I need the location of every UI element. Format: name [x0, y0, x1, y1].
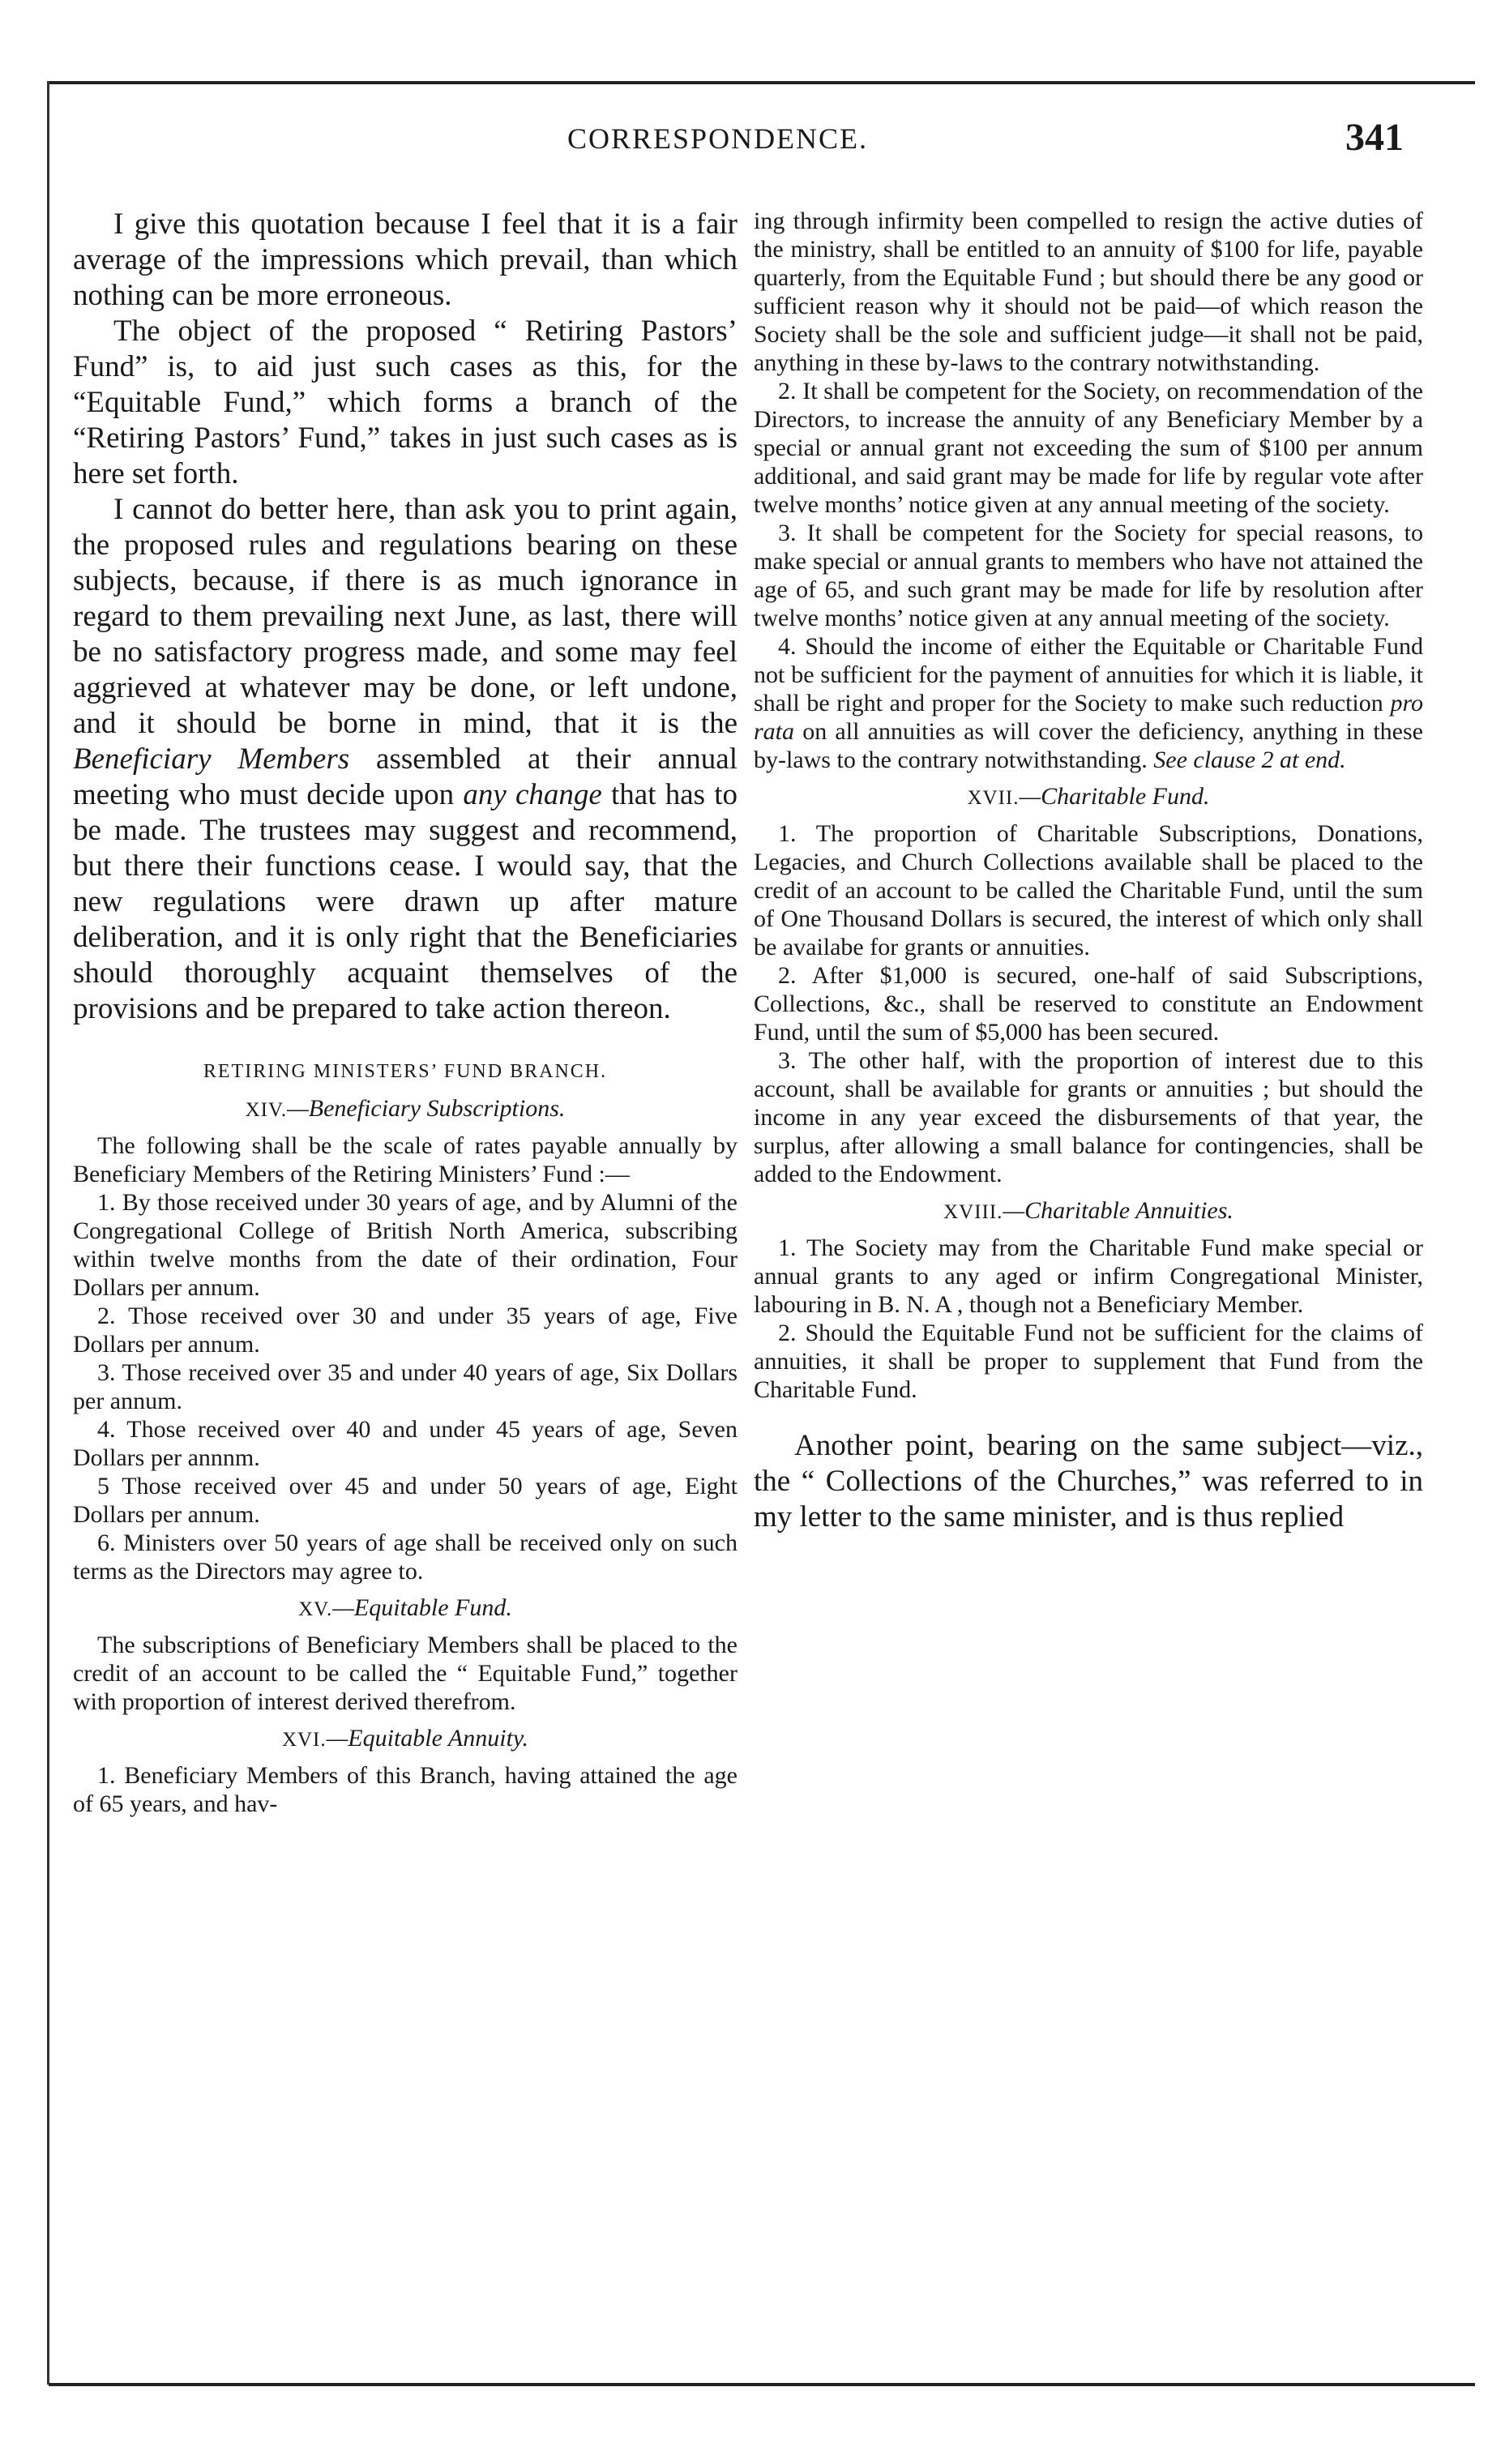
section-heading-xvii: [754, 782, 1423, 813]
text-run: on all annuities as will cover the deficiency, anything in these by-laws to the contrary notwithstanding.: [754, 718, 1423, 773]
paragraph: The object of the proposed “ Retiring Pastors’ Fund” is, to aid just such cases as this, for the “Equitable Fund,” which forms a branch of the “Retiring Pastors’ Fund,” takes in just such cases as is here set forth.: [73, 314, 738, 490]
body-text-small: [754, 207, 1423, 1404]
section-number: XVIII.: [943, 1201, 1003, 1223]
running-head: CORRESPONDENCE.: [567, 122, 869, 155]
left-margin-rule: [47, 81, 49, 2385]
top-rule: [49, 81, 1475, 84]
text-run: assembled at their annual meeting who must decide upon: [73, 742, 738, 811]
section-number: XVII.: [967, 787, 1020, 809]
section-title: —Charitable Fund.: [1019, 783, 1210, 810]
body-text-small: [73, 1058, 738, 1818]
section-heading-xv: [73, 1593, 738, 1624]
paragraph: 2. Those received over 30 and under 35 years of age, Five Dollars per annum.: [73, 1303, 738, 1358]
paragraph: 2. It shall be competent for the Society, on recommendation of the Directors, to increase the annuity of any Beneficiary Member by a special or annual grant not exceeding the sum of $100 per annum additional, and said grant may be made for life by regular vote after twelve months’ notice given at any annual meeting of the society.: [754, 378, 1423, 518]
page-number: 341: [1345, 116, 1404, 159]
paragraph: I give this quotation because I feel that it is a fair average of the impressions which prevail, than which nothing can be more erroneous.: [73, 207, 738, 312]
paragraph: 3. Those received over 35 and under 40 years of age, Six Dollars per annum.: [73, 1359, 738, 1414]
paragraph: 4. Those received over 40 and under 45 years of age, Seven Dollars per annnm.: [73, 1416, 738, 1471]
paragraph: 1. The proportion of Charitable Subscriptions, Donations, Legacies, and Church Collections available shall be placed to the credit of an account to be called the Charitable Fund, until the sum of One Thousand Dollars is secured, the interest of which only shall be availabe for grants or annuities.: [754, 820, 1423, 960]
section-heading-xiv: [73, 1094, 738, 1125]
paragraph: ing through infirmity been compelled to resign the active duties of the ministry, shall be entitled to an annuity of $100 for life, payable quarterly, from the Equitable Fund ; but should there be any good or sufficient reason why it should not be paid—of which reason the Society shall be the sole and sufficient judge—it shall not be paid, anything in these by-laws to the contrary notwithstanding.: [754, 207, 1423, 376]
section-title: —Equitable Annuity.: [326, 1725, 529, 1752]
paragraph: Another point, bearing on the same subject—viz., the “ Collections of the Churches,” was referred to in my letter to the same minister, and is thus replied: [754, 1429, 1423, 1534]
emphasis: any change: [463, 778, 602, 811]
left-column: [73, 207, 738, 1818]
paragraph: The subscriptions of Beneficiary Members shall be placed to the credit of an account to be called the “ Equitable Fund,” together with proportion of interest derived therefrom.: [73, 1632, 738, 1715]
section-number: XV.: [298, 1598, 333, 1620]
paragraph: [73, 492, 738, 1027]
emphasis: Beneficiary Members: [73, 742, 350, 776]
body-text-large: [73, 207, 738, 1027]
page-header: [0, 116, 1505, 170]
section-title: —Charitable Annuities.: [1003, 1197, 1234, 1224]
paragraph: 1. By those received under 30 years of age, and by Alumni of the Congregational College of British North America, subscribing within twelve months from the date of their ordination, Four Dollars per annum.: [73, 1189, 738, 1301]
section-heading-xviii: [754, 1196, 1423, 1227]
section-number: XIV.: [245, 1099, 288, 1121]
section-title: —Beneficiary Subscriptions.: [287, 1095, 566, 1122]
text-run: I cannot do better here, than ask you to print again, the proposed rules and regulations bearing on these subjects, because, if there is as much ignorance in regard to them prevailing next June, as last, there will be no satisfactory progress made, and some may feel aggrieved at whatever may be done, or left undone, and it should be borne in mind, that it is the: [73, 493, 738, 740]
cross-reference-note: See clause 2 at end.: [1147, 746, 1346, 773]
paragraph: 1. The Society may from the Charitable Fund make special or annual grants to any aged or infirm Congregational Minister, labouring in B. N. A , though not a Beneficiary Member.: [754, 1234, 1423, 1318]
paragraph: 3. The other half, with the proportion of interest due to this account, shall be available for grants or annuities ; but should the income in any year exceed the disbursements of that year, the surplus, after allowing a small balance for contingencies, shall be added to the Endowment.: [754, 1047, 1423, 1187]
emphasis: pro rata: [754, 690, 1423, 745]
spacer: [754, 1404, 1423, 1428]
section-number: XVI.: [281, 1729, 327, 1751]
paragraph: 6. Ministers over 50 years of age shall be received only on such terms as the Directors may agree to.: [73, 1529, 738, 1585]
paragraph: 2. After $1,000 is secured, one-half of said Subscriptions, Collections, &c., shall be reserved to constitute an Endowment Fund, until the sum of $5,000 has been secured.: [754, 962, 1423, 1046]
section-heading-xvi: [73, 1724, 738, 1755]
paragraph: 5 Those received over 45 and under 50 years of age, Eight Dollars per annum.: [73, 1473, 738, 1528]
paragraph: The following shall be the scale of rates payable annually by Beneficiary Members of the Retiring Ministers’ Fund :—: [73, 1132, 738, 1187]
paragraph: 1. Beneficiary Members of this Branch, having attained the age of 65 years, and hav-: [73, 1762, 738, 1817]
body-text-large: [754, 1428, 1423, 1535]
right-column: [754, 207, 1423, 1535]
paragraph: 3. It shall be competent for the Society for special reasons, to make special or annual grants to members who have not attained the age of 65, and such grant may be made for life by resolution after twelve months’ notice given at any annual meeting of the society.: [754, 520, 1423, 631]
bottom-rule: [49, 2383, 1475, 2386]
text-run: that has to be made. The trustees may suggest and recommend, but there their functions cease. I would say, that the new regulations were drawn up after mature deliberation, and it is only right that the Beneficiaries should thoroughly acquaint themselves of the provisions and be prepared to take action thereon.: [73, 778, 738, 1025]
section-title: —Equitable Fund.: [332, 1594, 512, 1621]
branch-heading: RETIRING MINISTERS’ FUND BRANCH.: [203, 1061, 608, 1082]
text-run: 4. Should the income of either the Equitable or Charitable Fund not be sufficient for the payment of annuities for which it is liable, it shall be right and proper for the Society to make such reduction: [754, 633, 1423, 717]
paragraph: [754, 632, 1423, 774]
paragraph: 2. Should the Equitable Fund not be sufficient for the claims of annuities, it shall be proper to supplement that Fund from the Charitable Fund.: [754, 1320, 1423, 1403]
